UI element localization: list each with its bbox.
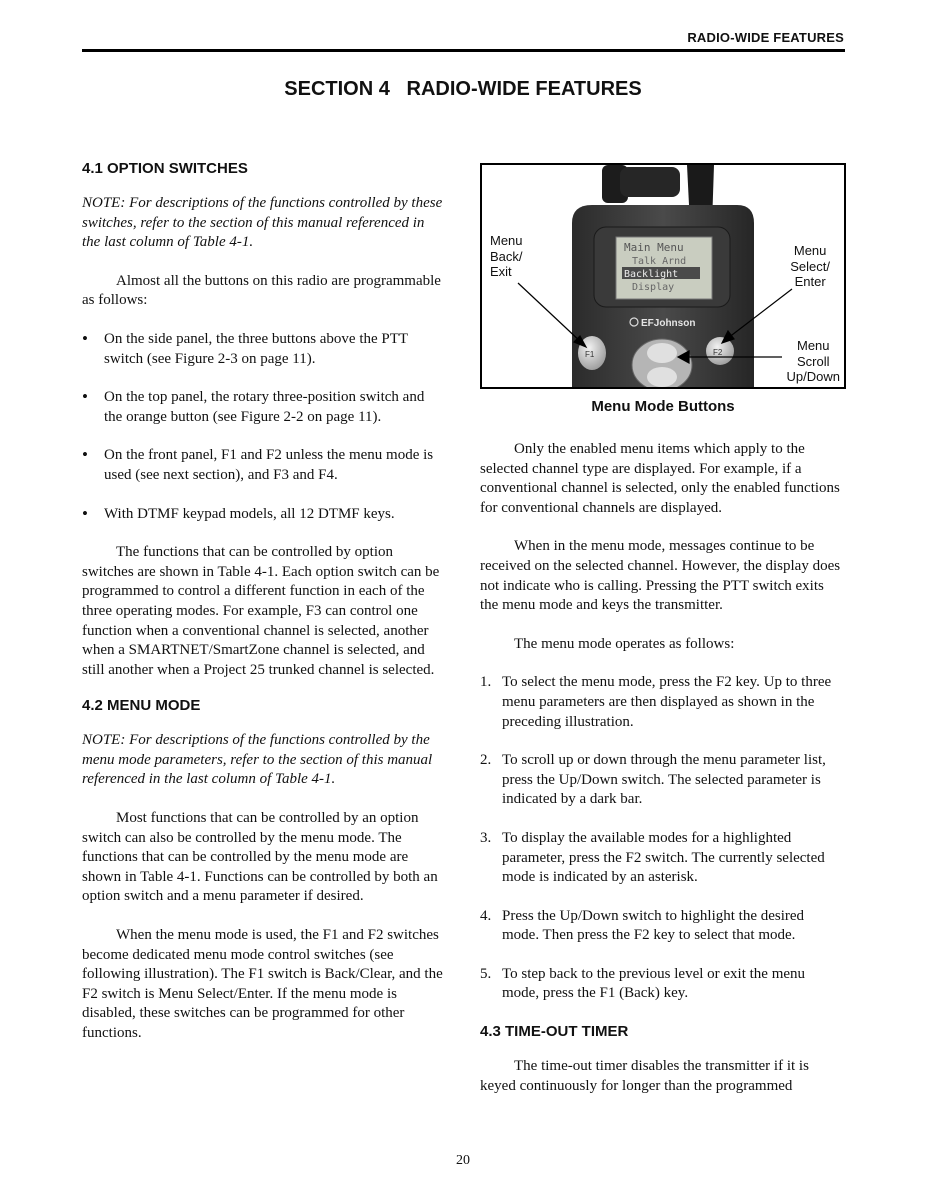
left-column [82, 160, 446, 1063]
callout-menu-back-exit [490, 233, 523, 280]
step-item [480, 673, 844, 732]
running-header: RADIO-WIDE FEATURES [687, 30, 844, 45]
callout-line: Menu [490, 233, 523, 248]
section-title: SECTION 4 RADIO-WIDE FEATURES [284, 78, 642, 100]
callout-menu-select-enter [790, 243, 830, 290]
bullet-item: • On the side panel, the three buttons above the PTT switch (see Figure 2-3 on page 11). [82, 330, 446, 369]
step-number: 4. [480, 907, 492, 924]
callout-line: Select/ [790, 258, 830, 274]
heading-4-2: 4.2 MENU MODE [82, 697, 201, 715]
lcd-line: Talk Arnd [632, 256, 687, 267]
callout-line: Enter [794, 274, 826, 289]
step-text: Press the Up/Down switch to highlight the desired mode. Then press the F2 key to select that mode. [502, 907, 805, 944]
step-number: 2. [480, 752, 492, 769]
lcd-line: Main Menu [624, 241, 684, 254]
callout-line: Up/Down [786, 369, 840, 384]
callout-line: Menu [793, 243, 827, 258]
paragraph-menu-switches: When the menu mode is used, the F1 and F2 switches become dedicated menu mode control switches (see following illustration). The F1 switch is Back/Clear, and the F2 switch is Menu Select/Enter. If the menu mode is disabled, these switches can be programmed for other functions. [82, 927, 443, 1041]
lcd-line: Backlight [624, 269, 679, 280]
step-number: 5. [480, 965, 492, 982]
step-text: To display the available modes for a highlighted parameter, press the F2 switch. The currently selected mode is indicated by an asterisk. [502, 829, 825, 886]
right-column [480, 440, 844, 1115]
paragraph-operates: The menu mode operates as follows: [514, 635, 735, 652]
callout-line: Menu [797, 338, 830, 353]
heading-4-1: 4.1 OPTION SWITCHES [82, 160, 248, 177]
note-menu-mode: NOTE: For descriptions of the functions controlled by the menu mode parameters, refer to the section of this manual referenced in the last column of Table 4-1. [82, 732, 433, 788]
lcd-line: Display [632, 282, 675, 293]
f2-label: F2 [713, 348, 723, 357]
bullet-item: • On the top panel, the rotary three-position switch and the orange button (see Figure 2-2 on page 11). [82, 388, 446, 427]
callout-line: Scroll [797, 353, 830, 369]
step-number: 3. [480, 829, 492, 846]
figure-menu-mode-buttons [480, 163, 846, 389]
heading-4-3: 4.3 TIME-OUT TIMER [480, 1023, 629, 1041]
paragraph-menu-functions: Most functions that can be controlled by an option switch can also be controlled by the menu mode. The functions that can be controlled by the menu mode are shown in Table 4-1. Functions can be controlled by both an option switch and a menu parameter if desired. [82, 810, 438, 905]
brand-name: EFJohnson [641, 318, 696, 329]
step-number: 1. [480, 674, 492, 691]
steps-list [480, 673, 844, 1004]
callout-line: Exit [490, 264, 512, 279]
page-number: 20 [456, 1153, 470, 1168]
step-item [480, 907, 844, 946]
step-text: To select the menu mode, press the F2 key. Up to three menu parameters are then displayed as shown in the preceding illustration. [502, 674, 832, 730]
paragraph-enabled-items: Only the enabled menu items which apply to the selected channel type are displayed. For example, if a conventional channel is selected, only the enabled functions for conventional channels are displayed. [480, 441, 840, 516]
figure-caption: Menu Mode Buttons [591, 398, 735, 415]
bullet-list [82, 330, 446, 524]
paragraph-option-functions: The functions that can be controlled by option switches are shown in Table 4-1. Each option switch can be programmed to control a different function in each of the three operating modes. For example, F3 can control one function when a conventional channel is selected, another when a SMARTNET/SmartZone channel is selected, and still another when a Project 25 trunked channel is selected. [82, 544, 440, 678]
paragraph-programmable: Almost all the buttons on this radio are programmable as follows: [82, 272, 441, 309]
header-rule [82, 49, 845, 52]
bullet-item: • On the front panel, F1 and F2 unless the menu mode is used (see next section), and F3 and F4. [82, 446, 446, 485]
paragraph-time-out: The time-out timer disables the transmitter if it is keyed continuously for longer than the programmed [480, 1058, 809, 1094]
f1-label: F1 [585, 350, 595, 359]
callout-menu-scroll [787, 338, 840, 385]
step-item [480, 965, 844, 1004]
top-control [620, 167, 680, 197]
up-key [647, 343, 677, 363]
step-text: To step back to the previous level or exit the menu mode, press the F1 (Back) key. [502, 965, 806, 1002]
step-text: To scroll up or down through the menu parameter list, press the Up/Down switch. The selected parameter is indicated by a dark bar. [502, 752, 826, 808]
note-option-switches: NOTE: For descriptions of the functions controlled by these switches, refer to the section of this manual referenced in the last column of Table 4-1. [82, 195, 443, 251]
down-key [647, 367, 677, 387]
step-item [480, 751, 844, 810]
bullet-item: • With DTMF keypad models, all 12 DTMF keys. [82, 505, 446, 525]
step-item [480, 829, 844, 888]
callout-line: Back/ [490, 248, 523, 264]
paragraph-messages: When in the menu mode, messages continue to be received on the selected channel. However, the display does not indicate who is calling. Pressing the PTT switch exits the menu mode and keys the transmitter. [480, 538, 841, 614]
